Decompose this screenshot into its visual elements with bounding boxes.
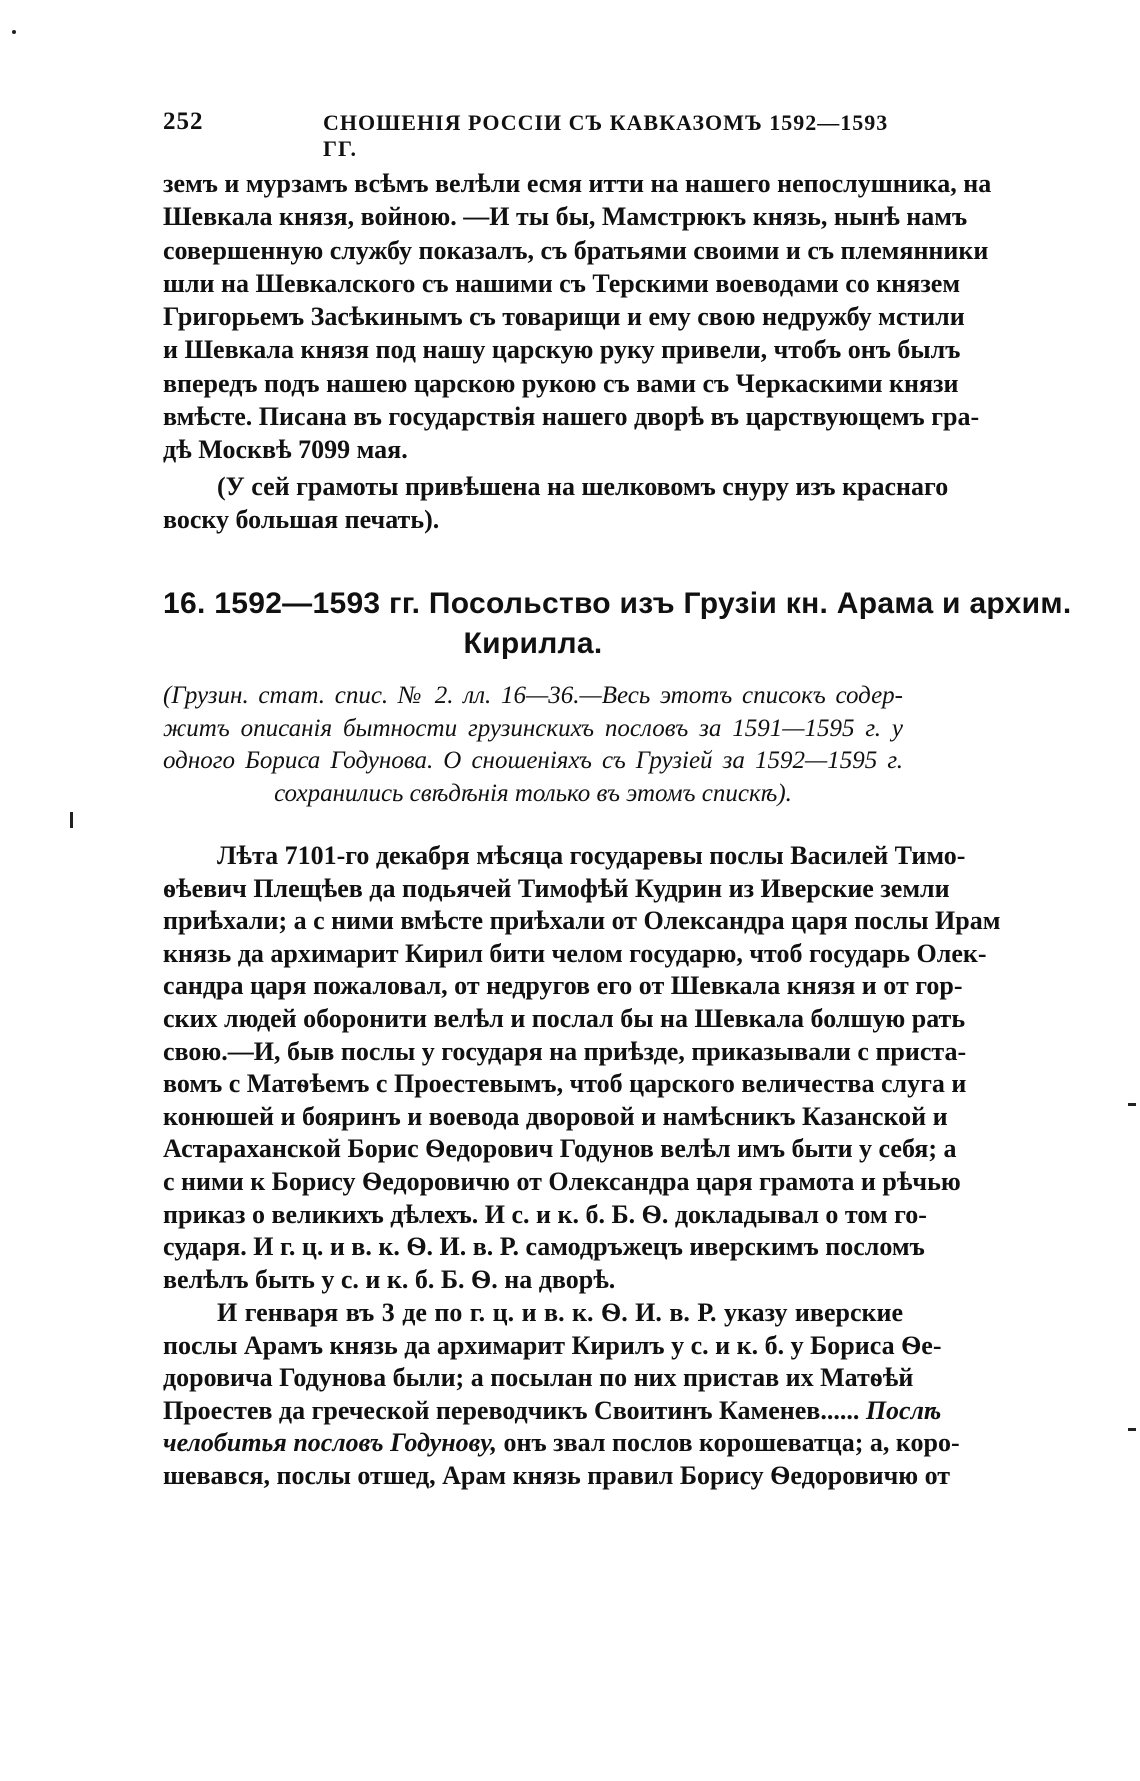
italic-run: челобитья пословъ Годунову,: [163, 1428, 498, 1458]
text-line: шевався, послы отшед, Арам князь правил Борису Ѳедоровичю от: [163, 1460, 951, 1490]
text-line: Астараханской Борис Ѳедорович Годунов велѣл имъ быти у себя; а: [163, 1134, 957, 1164]
note-line: (Грузин. стат. спис. № 2. лл. 16—36.—Весь этотъ списокъ содер-: [163, 682, 903, 709]
text-line: князь да архимарит Кирил бити челом государю, чтоб государь Олек-: [163, 938, 987, 968]
text-line: дѣ Москвѣ 7099 мая.: [163, 435, 408, 465]
text-line: [163, 1427, 960, 1460]
note-line: житъ описанія бытности грузинскихъ пословъ за 1591—1595 г. у: [163, 714, 903, 742]
text-run: онъ звал послов корошеватца; а, коро-: [497, 1428, 960, 1458]
text-line: шли на Шевкалского съ нашими съ Терскими воеводами со князем: [163, 268, 961, 298]
scan-speck: [70, 812, 73, 828]
text-line: Шевкала князя, войною. —И ты бы, Мамстрюкъ князь, нынѣ намъ: [163, 202, 968, 232]
page-header: [163, 108, 903, 161]
text-line: конюшей и бояринъ и воевода дворовой и намѣсникъ Казанской и: [163, 1101, 948, 1131]
editorial-note: [163, 680, 903, 811]
note-line: сохранились свѣдѣнія только въ этомъ спискѣ).: [274, 780, 792, 808]
note-line: одного Бориса Годунова. О сношеніяхъ съ Грузіей за 1592—1595 г.: [163, 747, 903, 775]
text-line: сандра царя пожаловал, от недругов его от Шевкала князя и от гор-: [163, 971, 963, 1001]
italic-run: Послѣ: [865, 1395, 942, 1425]
text-line: вмѣсте. Писана въ государствія нашего дворѣ въ царствующемъ гра-: [163, 402, 980, 432]
text-line: совершенную службу показалъ, съ братьями своими и съ племянники: [163, 235, 989, 265]
scan-speck: [1128, 1103, 1136, 1106]
text-line: (У сей грамоты привѣшена на шелковомъ снуру изъ краснаго: [217, 472, 949, 501]
text-line: ѳѣевич Плещѣев да подьячей Тимофѣй Кудрин из Иверские земли: [163, 873, 950, 903]
text-line: с ними к Борису Ѳедоровичю от Олександра царя грамота и рѣчью: [163, 1166, 961, 1196]
text-line: [163, 1395, 942, 1428]
scan-speck: [1128, 1428, 1136, 1431]
text-line: приѣхали; а с ними вмѣсте приѣхали от Олександра царя послы Ирам: [163, 906, 1001, 936]
text-line: свою.—И, быв послы у государя на приѣзде, приказывали с приста-: [163, 1036, 967, 1066]
scan-speck: [12, 30, 16, 34]
text-line: велѣлъ быть у с. и к. б. Б. Ѳ. на дворѣ.: [163, 1264, 616, 1294]
page-number: 252: [163, 108, 204, 135]
text-line: впередъ подъ нашею царскою рукою съ вами съ Черкаскими князи: [163, 368, 959, 398]
main-paragraph-1: [163, 840, 1001, 1296]
text-line: воску большая печать).: [163, 505, 440, 535]
text-line: Григорьемъ Засѣкинымъ съ товарищи и ему свою недружбу мстили: [163, 302, 965, 332]
heading-line: Кирилла.: [463, 627, 603, 660]
text-line: Лѣта 7101-го декабря мѣсяца государевы послы Василей Тимо-: [217, 841, 966, 870]
section-heading: [163, 584, 1072, 664]
seal-note: [163, 470, 949, 537]
heading-line: 16. 1592—1593 гг. Посольство изъ Грузіи кн. Арама и архим.: [163, 587, 1072, 620]
running-title: СНОШЕНІЯ РОССІИ СЪ КАВКАЗОМЪ 1592—1593 ГГ.: [323, 110, 889, 161]
text-line: И генваря въ 3 де по г. ц. и в. к. Ѳ. И. в. Р. указу иверские: [217, 1298, 903, 1327]
text-run: Проестев да греческой переводчикъ Своитинъ Каменев......: [163, 1395, 860, 1425]
text-line: доровича Годунова были; а посылан по них пристав их Матѳѣй: [163, 1363, 914, 1393]
text-line: приказ о великихъ дѣлехъ. И с. и к. б. Б. Ѳ. докладывал о том го-: [163, 1199, 927, 1229]
main-paragraph-2: [163, 1297, 960, 1493]
text-line: и Шевкала князя под нашу царскую руку привели, чтобъ онъ былъ: [163, 335, 961, 365]
text-line: ских людей оборонити велѣл и послал бы на Шевкала болшую рать: [163, 1003, 966, 1033]
text-line: земъ и мурзамъ всѣмъ велѣли есмя итти на нашего непослушника, на: [163, 169, 992, 198]
text-line: вомъ с Матѳѣемъ с Проестевымъ, чтоб царского величества слуга и: [163, 1069, 967, 1099]
text-line: послы Арамъ князь да архимарит Кирилъ у с. и к. б. у Бориса Ѳе-: [163, 1330, 942, 1360]
top-paragraph: [163, 167, 992, 467]
text-line: сударя. И г. ц. и в. к. Ѳ. И. в. Р. самодръжецъ иверскимъ посломъ: [163, 1232, 925, 1262]
